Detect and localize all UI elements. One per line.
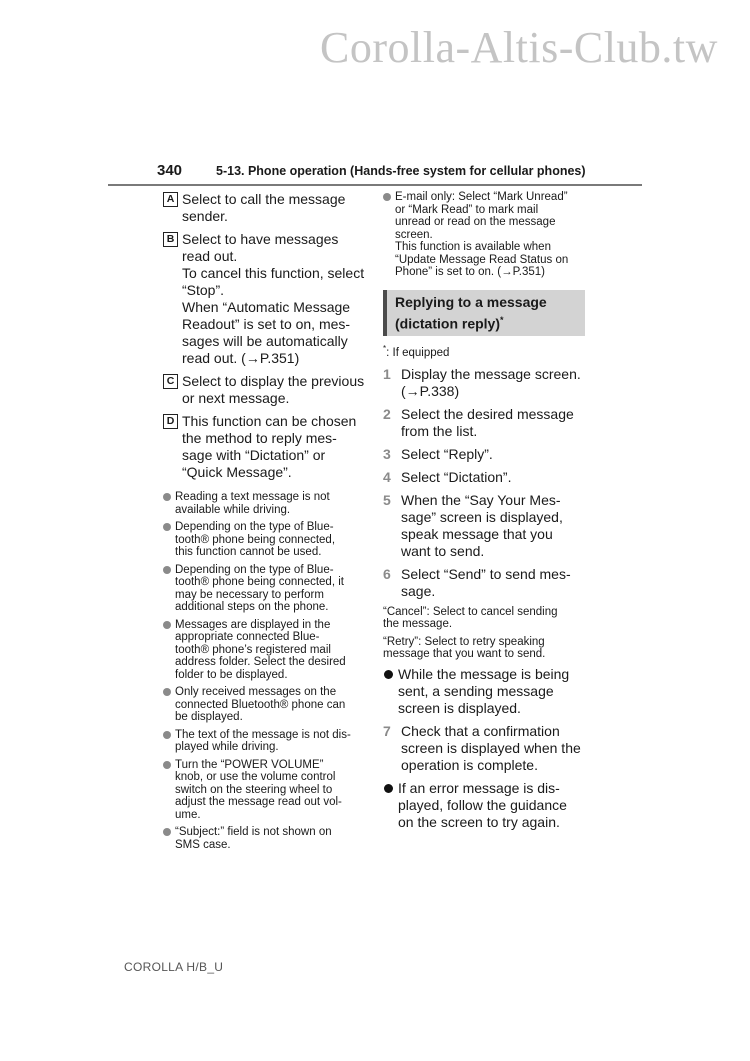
left-column (163, 191, 368, 856)
note-line: additional steps on the phone. (175, 601, 329, 613)
section-heading (383, 290, 585, 337)
step-line: Check that a confirmation (401, 722, 560, 739)
label-a-line: Select to call the message (182, 191, 346, 207)
note-line: available while driving. (175, 503, 291, 516)
note-line: The text of the message is not dis- (175, 728, 351, 741)
step-item (383, 469, 585, 486)
bullet-item (383, 666, 585, 717)
note-line: connected Bluetooth® phone can (175, 698, 346, 711)
step-line: Display the message screen. (401, 365, 581, 382)
bullet-dot-icon (163, 493, 171, 501)
step-item (383, 566, 585, 600)
step-line: Select “Dictation”. (401, 468, 512, 485)
note-line: ume. (175, 808, 201, 821)
bullet-dot-icon (163, 621, 171, 629)
label-a-item (163, 191, 368, 225)
note-line: address folder. Select the desired (175, 656, 346, 668)
footnote-mark: * (383, 344, 387, 354)
note-line: “Subject:” field is not shown on (175, 826, 332, 838)
note-line: switch on the steering wheel to (175, 783, 333, 796)
step-line: (→P.338) (401, 382, 460, 399)
note-line: Depending on the type of Blue- (175, 521, 334, 533)
note-item (163, 619, 368, 682)
footnote-mark: * (500, 314, 504, 325)
step-item (383, 492, 585, 560)
step-line: want to send. (401, 542, 485, 559)
step-line: operation is complete. (401, 756, 538, 773)
note-line: tooth® phone’s registered mail (175, 643, 331, 656)
bullet-line: sent, a sending message (398, 682, 554, 699)
note-line: adjust the message read out vol- (175, 796, 342, 808)
note-item (163, 759, 368, 822)
step-item (383, 723, 585, 774)
label-d-key: D (163, 414, 178, 429)
bullet-dot-icon (163, 523, 171, 531)
bullet-dot-icon (163, 566, 171, 574)
step-number: 1 (383, 365, 391, 382)
label-a-line: sender. (182, 208, 228, 224)
note-line: This function is available when (395, 241, 551, 253)
note-item (163, 564, 368, 614)
label-b-line: sages will be automatically (182, 333, 348, 349)
step-line: from the list. (401, 422, 478, 439)
bullet-line: played, follow the guidance (398, 796, 567, 813)
label-b-line: read out. (→P.351) (182, 350, 300, 366)
note-line: unread or read on the message (395, 216, 556, 228)
label-a-key: A (163, 192, 178, 207)
bullet-dot-icon (163, 761, 171, 769)
note-line: Only received messages on the (175, 686, 337, 698)
step-line: screen is displayed when the (401, 739, 581, 756)
note-item (163, 729, 368, 754)
note-line: SMS case. (175, 838, 231, 851)
retry-description (383, 636, 585, 661)
bullet-line: on the screen to try again. (398, 813, 560, 830)
step-number: 4 (383, 468, 391, 485)
note-line: Phone” is set to on. (→P.351) (395, 266, 546, 278)
bullet-line: While the message is being (398, 665, 570, 682)
note-line: or “Mark Read” to mark mail (395, 203, 539, 216)
label-b-item (163, 231, 368, 367)
desc-line: the message. (383, 618, 453, 631)
if-equipped-note: *: If equipped (383, 344, 450, 359)
desc-line: “Retry”: Select to retry speaking (383, 635, 545, 648)
label-b-key: B (163, 232, 178, 247)
note-line: Depending on the type of Blue- (175, 563, 334, 576)
right-column (383, 191, 585, 837)
page-header (108, 160, 642, 186)
step-line: When the “Say Your Mes- (401, 491, 561, 508)
note-line: appropriate connected Blue- (175, 631, 320, 643)
page-number: 340 (157, 162, 183, 179)
note-line: knob, or use the volume control (175, 771, 336, 783)
note-line: Messages are displayed in the (175, 618, 331, 631)
step-number: 3 (383, 445, 391, 462)
desc-line: “Cancel”: Select to cancel sending (383, 605, 558, 618)
desc-line: message that you want to send. (383, 648, 546, 661)
label-d-line: This function can be chosen (182, 413, 357, 429)
note-line: Turn the “POWER VOLUME” (175, 758, 324, 771)
bullet-dot-icon (384, 784, 393, 793)
note-line: played while driving. (175, 741, 279, 753)
bullet-dot-icon (163, 688, 171, 696)
note-line: “Update Message Read Status on (395, 253, 569, 266)
note-item (163, 521, 368, 559)
step-number: 2 (383, 405, 391, 422)
note-line: tooth® phone being connected, (175, 533, 336, 546)
label-b-line: read out. (182, 248, 238, 264)
bullet-item (383, 780, 585, 831)
step-item (383, 406, 585, 440)
cancel-description (383, 606, 585, 631)
step-number: 6 (383, 565, 391, 582)
note-line: E-mail only: Select “Mark Unread” (395, 191, 568, 203)
note-item (163, 826, 368, 851)
step-line: sage” screen is displayed, (401, 508, 563, 525)
note-line: folder to be displayed. (175, 668, 288, 681)
label-b-line: Select to have messages (182, 231, 339, 247)
label-d-line: the method to reply mes- (182, 430, 337, 446)
watermark: Corolla-Altis-Club.tw (320, 23, 718, 72)
label-c-item (163, 373, 368, 407)
section-title: 5-13. Phone operation (Hands-free system for cellular phones) (216, 164, 586, 178)
bullet-dot-icon (383, 193, 391, 201)
bullet-dot-icon (163, 828, 171, 836)
step-line: speak message that you (401, 525, 553, 542)
label-d-line: sage with “Dictation” or (182, 447, 326, 463)
label-c-line: Select to display the previous (182, 373, 365, 389)
label-c-key: C (163, 374, 178, 389)
label-b-line: When “Automatic Message (182, 299, 351, 315)
bullet-line: screen is displayed. (398, 699, 521, 716)
step-line: Select the desired message (401, 405, 574, 422)
label-b-line: Readout” is set to on, mes- (182, 316, 351, 332)
note-item (163, 686, 368, 724)
note-line: this function cannot be used. (175, 546, 322, 558)
footer-model: COROLLA H/B_U (124, 960, 224, 974)
section-heading-line: (dictation reply)* (395, 314, 504, 332)
note-line: screen. (395, 228, 433, 241)
bullet-line: If an error message is dis- (398, 779, 560, 796)
label-d-line: “Quick Message”. (182, 464, 292, 480)
label-d-item (163, 413, 368, 481)
bullet-dot-icon (163, 731, 171, 739)
note-line: be displayed. (175, 711, 243, 723)
step-item (383, 366, 585, 400)
note-line: Reading a text message is not (175, 491, 330, 503)
step-item (383, 446, 585, 463)
note-item (163, 491, 368, 516)
note-line: may be necessary to perform (175, 588, 324, 601)
section-heading-line: Replying to a message (395, 293, 547, 310)
note-line: tooth® phone being connected, it (175, 576, 344, 588)
label-c-line: or next message. (182, 390, 290, 406)
bullet-dot-icon (384, 670, 393, 679)
email-note (383, 191, 585, 279)
step-number: 7 (383, 722, 391, 739)
label-b-line: To cancel this function, select (182, 265, 365, 281)
step-line: sage. (401, 582, 436, 599)
step-line: Select “Send” to send mes- (401, 565, 571, 582)
label-b-line: “Stop”. (182, 282, 225, 298)
step-number: 5 (383, 491, 391, 508)
step-line: Select “Reply”. (401, 445, 493, 462)
